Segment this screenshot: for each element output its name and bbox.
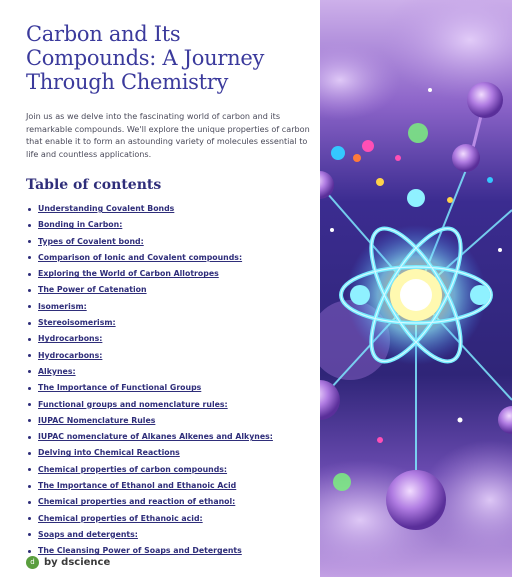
toc-link[interactable]: Chemical properties and reaction of ethanol: [38, 497, 236, 507]
toc-item [26, 302, 308, 318]
toc-item [26, 530, 308, 546]
toc-link[interactable]: Comparison of Ionic and Covalent compounds: [38, 252, 243, 262]
toc-item [26, 383, 308, 399]
toc-item [26, 351, 308, 367]
toc-item [26, 514, 308, 530]
toc-item [26, 318, 308, 334]
toc-item [26, 269, 308, 285]
toc-item [26, 400, 308, 416]
toc-item [26, 416, 308, 432]
toc-item [26, 220, 308, 236]
toc-item [26, 253, 308, 269]
toc-link[interactable]: Delving into Chemical Reactions [38, 448, 180, 458]
toc-item [26, 448, 308, 464]
toc-link[interactable]: Soaps and detergents: [38, 529, 138, 539]
toc-item [26, 432, 308, 448]
toc-item [26, 204, 308, 220]
toc-link[interactable]: The Importance of Ethanol and Ethanoic Acid [38, 481, 237, 491]
toc-item [26, 465, 308, 481]
toc-item [26, 334, 308, 350]
toc-link[interactable]: Exploring the World of Carbon Allotropes [38, 269, 219, 279]
toc-link[interactable]: Bonding in Carbon: [38, 220, 123, 230]
intro-paragraph: Join us as we delve into the fascinating world of carbon and its remarkable compounds. We'll explore the unique properties of carbon that enable it to form an astounding variety of molecules essential to life and countless applications. [26, 111, 310, 159]
toc-link[interactable]: IUPAC nomenclature of Alkanes Alkenes and Alkynes: [38, 432, 273, 442]
toc-item [26, 285, 308, 301]
toc-link[interactable]: Isomerism: [38, 301, 87, 311]
toc-link[interactable]: Stereoisomerism: [38, 318, 116, 328]
byline-text: by dscience [44, 557, 111, 568]
toc-link[interactable]: The Importance of Functional Groups [38, 383, 202, 393]
toc-link[interactable]: Chemical properties of carbon compounds: [38, 464, 228, 474]
toc-item [26, 497, 308, 513]
table-of-contents [26, 204, 308, 563]
toc-link[interactable]: Alkynes: [38, 366, 76, 376]
toc-link[interactable]: IUPAC Nomenclature Rules [38, 415, 156, 425]
toc-link[interactable]: The Power of Catenation [38, 285, 147, 295]
dscience-logo-icon: d [26, 556, 39, 569]
toc-link[interactable]: Chemical properties of Ethanoic acid: [38, 513, 203, 523]
page-title: Carbon and Its Compounds: A Journey Through Chemistry [26, 22, 265, 94]
byline[interactable] [26, 556, 110, 569]
toc-link[interactable]: Hydrocarbons: [38, 350, 103, 360]
toc-item [26, 481, 308, 497]
atom-illustration-icon [320, 0, 512, 577]
toc-link[interactable]: Hydrocarbons: [38, 334, 103, 344]
toc-item [26, 367, 308, 383]
toc-link[interactable]: Functional groups and nomenclature rules: [38, 399, 228, 409]
atom-illustration [320, 0, 512, 577]
toc-heading: Table of contents [26, 177, 162, 193]
toc-link[interactable]: Understanding Covalent Bonds [38, 204, 175, 213]
toc-link[interactable]: The Cleansing Power of Soaps and Detergents [38, 546, 242, 556]
toc-item [26, 237, 308, 253]
toc-link[interactable]: Types of Covalent bond: [38, 236, 144, 246]
